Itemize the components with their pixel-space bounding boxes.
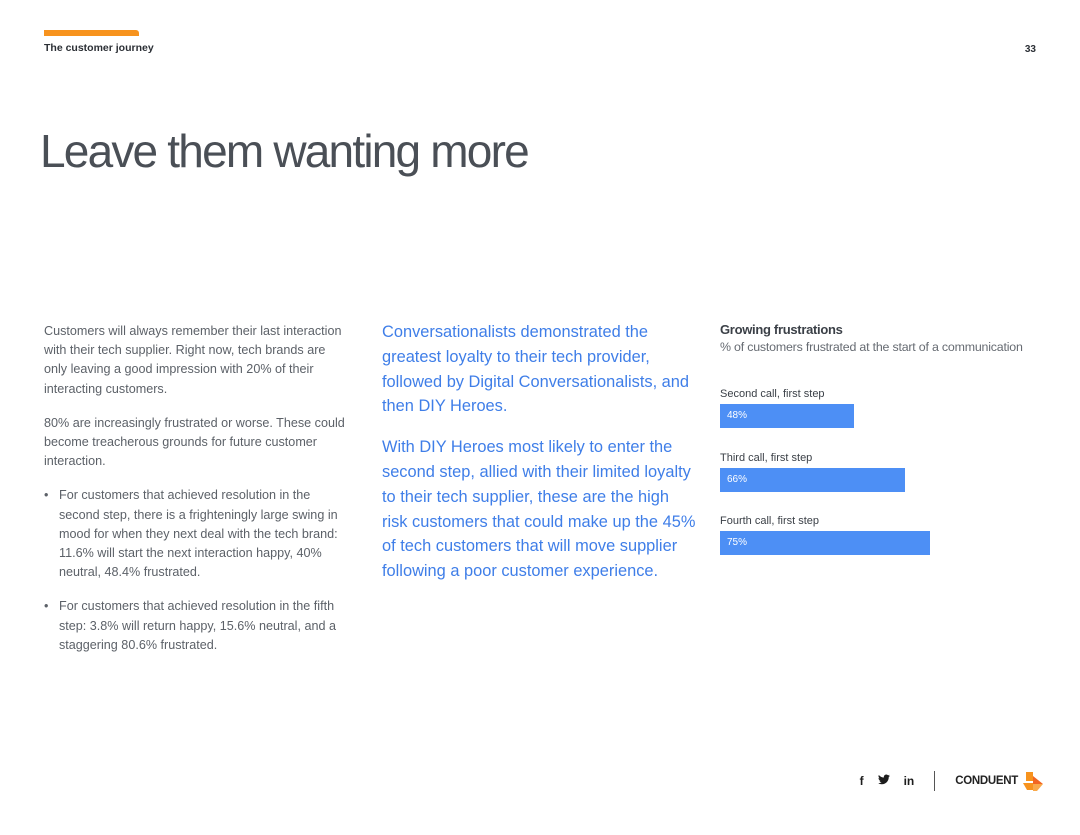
bar-value-label: 75% [727, 537, 748, 548]
linkedin-icon[interactable]: in [903, 774, 915, 788]
list-item-text: For customers that achieved resolution in the second step, there is a frighteningly large swing in mood for when they next deal with the tech brand: 11.6% will start the next interaction happy, 40% neutral, 48.4% frustrated. [59, 488, 338, 580]
middle-column [382, 320, 698, 600]
bar-row [720, 451, 1050, 515]
header-accent-bar [44, 30, 139, 36]
bar-value-label: 48% [727, 410, 748, 421]
bar-track [720, 468, 1000, 492]
conduent-logo-icon [1022, 770, 1044, 792]
twitter-icon[interactable] [878, 774, 890, 788]
bullet-icon: • [44, 599, 49, 614]
footer-divider [934, 771, 935, 791]
twitter-icon-glyph [878, 774, 890, 785]
bar-track [720, 404, 1000, 428]
bar-category-label: Third call, first step [720, 451, 813, 464]
bar-category-label: Second call, first step [720, 388, 825, 400]
bullet-icon: • [44, 488, 49, 503]
bar-track [720, 531, 1000, 555]
facebook-icon[interactable]: f [859, 774, 864, 788]
list-item [44, 486, 349, 582]
logo-text: CONDUENT [955, 775, 1018, 787]
bar [720, 531, 930, 555]
social-links [860, 774, 915, 788]
bar-row [720, 387, 1050, 451]
risk-paragraph: With DIY Heroes most likely to enter the second step, allied with their limited loyalty to their tech supplier, these are the high risk customers that could make up the 45% of tech customers that will move supplier following a poor customer experience. [382, 438, 696, 581]
frustration-paragraph: 80% are increasingly frustrated or worse. These could become treacherous grounds for future customer interaction. [44, 415, 345, 469]
bar-category-label: Fourth call, first step [720, 515, 820, 527]
list-item-text: For customers that achieved resolution in the fifth step: 3.8% will return happy, 15.6% neutral, and a staggering 80.6% frustrated. [59, 599, 336, 652]
frustration-chart [720, 322, 1050, 578]
page-number: 33 [1024, 44, 1036, 55]
bar-list [720, 387, 1050, 578]
loyalty-paragraph: Conversationalists demonstrated the greatest loyalty to their tech provider, followed by Digital Conversationalists, and then DIY Heroes. [382, 323, 690, 416]
bar [720, 468, 905, 492]
bar-value-label: 66% [727, 473, 748, 485]
bar-row [720, 514, 1050, 578]
chart-subtitle: % of customers frustrated at the start of a communication [720, 340, 1023, 354]
section-label: The customer journey [44, 42, 154, 54]
list-item [44, 597, 349, 655]
footer [860, 768, 1044, 794]
bullet-list [44, 486, 349, 655]
page-title: Leave them wanting more [40, 125, 528, 177]
intro-paragraph: Customers will always remember their last interaction with their tech supplier. Right now, tech brands are only leaving a good impression with 20% of their interacting customers. [44, 324, 342, 396]
conduent-logo [955, 770, 1044, 792]
left-column [44, 322, 349, 670]
chart-title: Growing frustrations [720, 322, 843, 337]
